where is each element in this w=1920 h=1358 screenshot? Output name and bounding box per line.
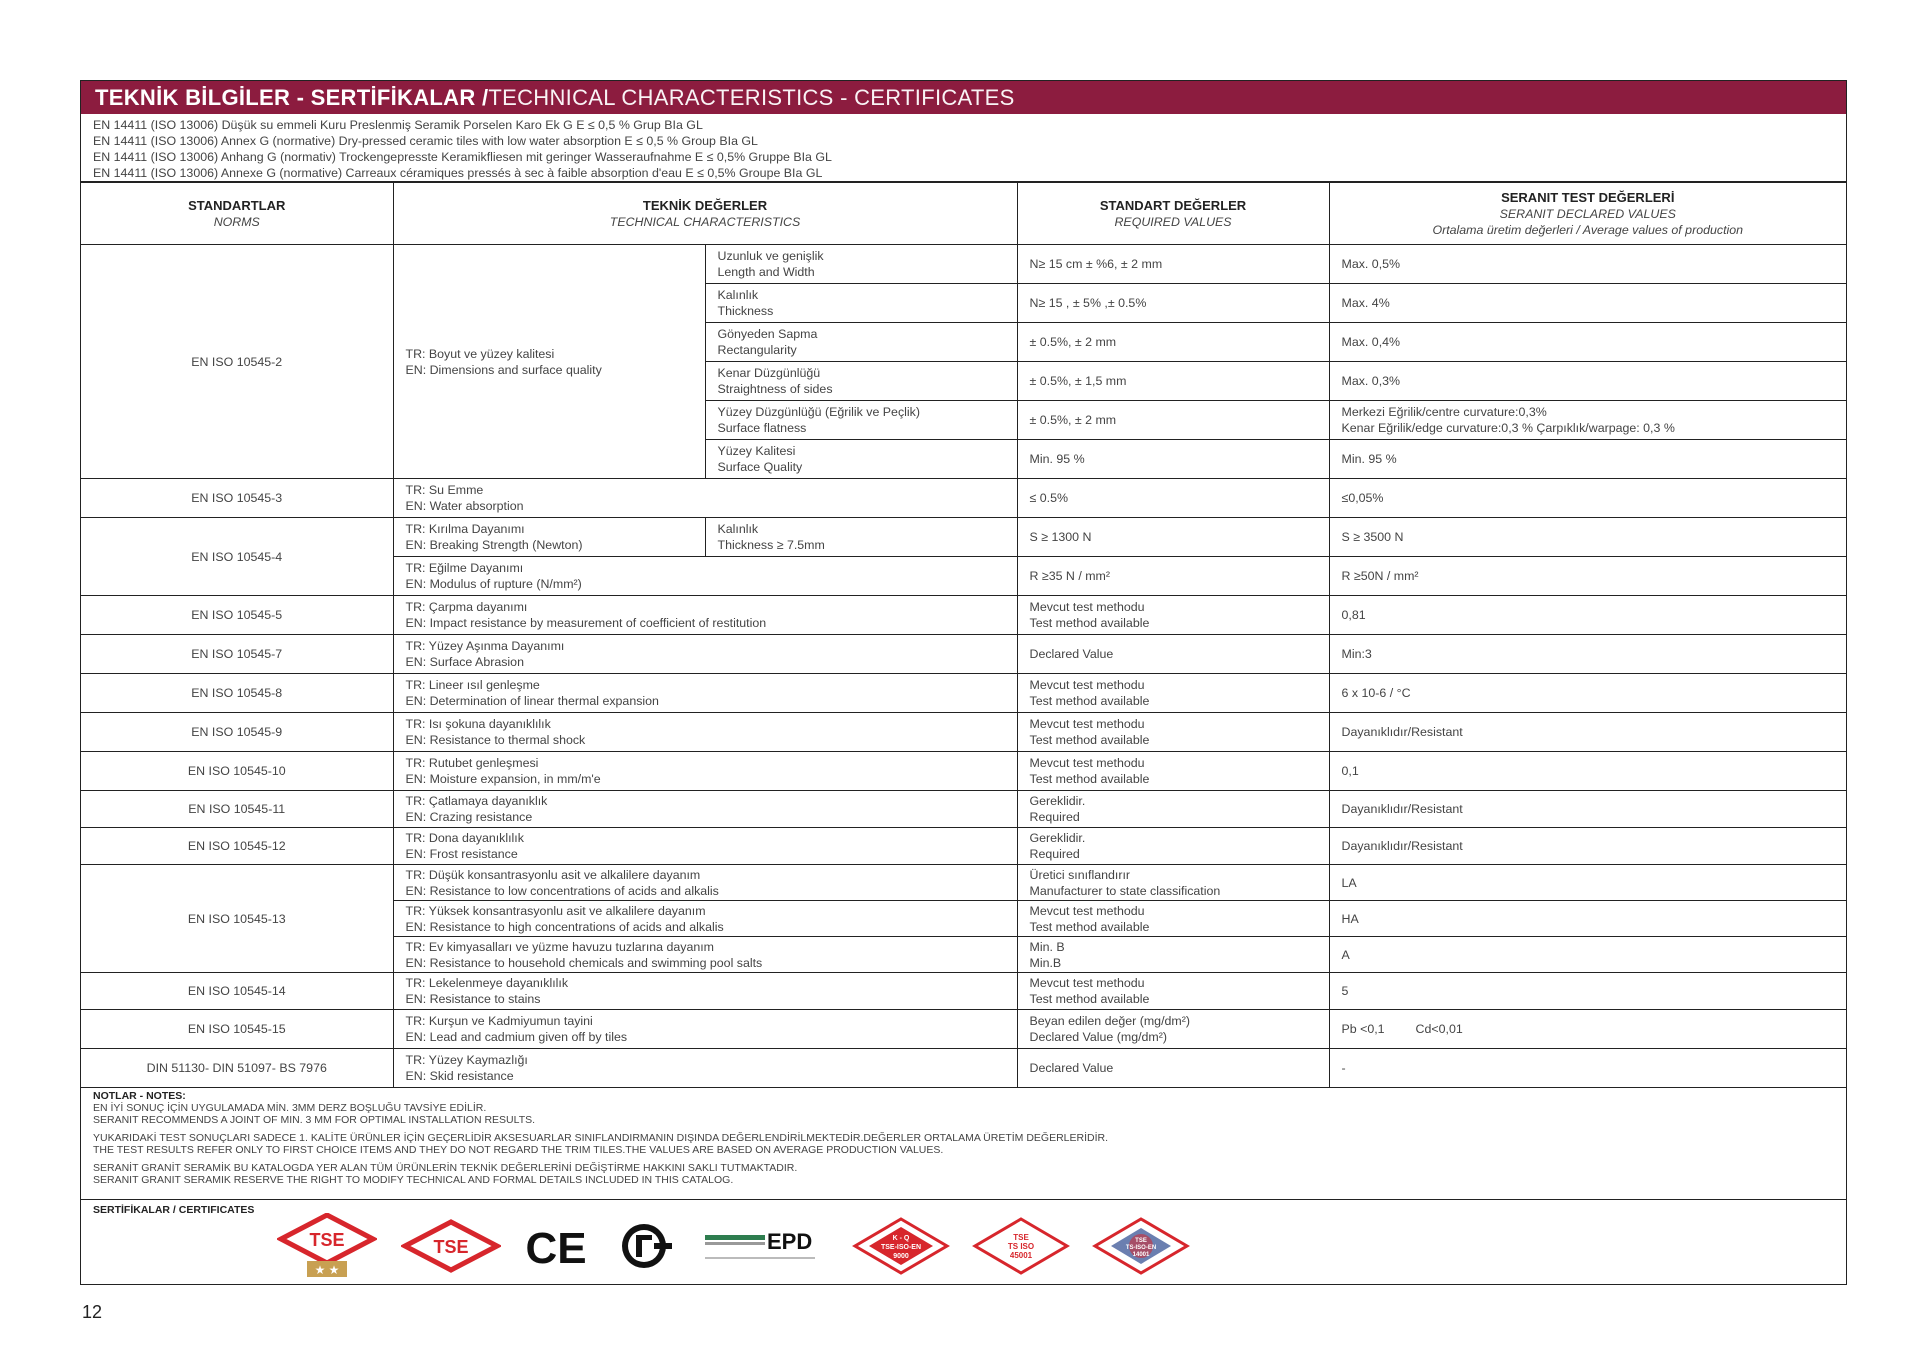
norm-cell: EN ISO 10545-11 xyxy=(81,791,393,828)
ce-mark-icon xyxy=(521,1216,591,1276)
tse-gold-stars-icon xyxy=(277,1216,377,1276)
sub-characteristic: Gönyeden Sapma Rectangularity xyxy=(705,323,1017,362)
note-paragraph: EN İYİ SONUÇ İÇİN UYGULAMADA MİN. 3MM DERZ BOŞLUĞU TAVSİYE EDİLİR. SERANIT RECOMMENDS A JOINT OF MIN. 3 MM FOR OPTIMAL INSTALLATION RESULTS. xyxy=(93,1102,536,1126)
svg-text:K - Q: K - Q xyxy=(892,1235,910,1242)
header-technical: TEKNİK DEĞERLER TECHNICAL CHARACTERISTICS xyxy=(393,183,1017,245)
svg-text:45001: 45001 xyxy=(1009,1251,1033,1260)
declared-value: Dayanıklıdır/Resistant xyxy=(1329,713,1846,752)
intro-line: EN 14411 (ISO 13006) Annexe G (normative) Carreaux céramiques pressés à sec à faible absorption d'eau E ≤ 0,5% Groupe BIa GL xyxy=(93,166,823,180)
declared-value: Min. 95 % xyxy=(1329,440,1846,479)
table-row xyxy=(81,791,1846,828)
characteristic-cell: TR: Su Emme EN: Water absorption xyxy=(393,479,1017,518)
required-value: Mevcut test methodu Test method available xyxy=(1017,674,1329,713)
norm-cell: EN ISO 10545-3 xyxy=(81,479,393,518)
svg-text:14001: 14001 xyxy=(1132,1252,1150,1258)
norm-cell: EN ISO 10545-7 xyxy=(81,635,393,674)
standard-intro xyxy=(81,114,1846,182)
pct-mark-icon xyxy=(611,1216,681,1276)
declared-value: 0,81 xyxy=(1329,596,1846,635)
characteristic-cell: TR: Lekelenmeye dayanıklılık EN: Resistance to stains xyxy=(393,973,1017,1010)
characteristic-cell: TR: Kurşun ve Kadmiyumun tayini EN: Lead and cadmium given off by tiles xyxy=(393,1010,1017,1049)
norm-cell: EN ISO 10545-15 xyxy=(81,1010,393,1049)
characteristic-cell: TR: Düşük konsantrasyonlu asit ve alkalilere dayanım EN: Resistance to low concentrations of acids and alkalis xyxy=(393,865,1017,901)
required-value: N≥ 15 cm ± %6, ± 2 mm xyxy=(1017,245,1329,284)
technical-sheet xyxy=(80,80,1847,1285)
table-row xyxy=(81,1010,1846,1049)
norm-cell: EN ISO 10545-10 xyxy=(81,752,393,791)
title-bar xyxy=(81,81,1846,114)
required-value: Gereklidir. Required xyxy=(1017,791,1329,828)
note-paragraph: YUKARIDAKİ TEST SONUÇLARI SADECE 1. KALİTE ÜRÜNLER İÇİN GEÇERLİDİR AKSESUARLAR SINIFLANDIRMANIN DIŞINDA DEĞERLENDİRİLMEKTEDİR.DEĞERLER ORTALAMA ÜRETİM DEĞERLERİDİR. THE TEST RESULTS REFER ONLY TO FIRST CHOICE ITEMS AND THEY DO NOT REGARD THE TRIM TILES.THE VALUES ARE BASED ON AVERAGE PRODUCTION VALUES. xyxy=(93,1132,1109,1156)
characteristic-cell: TR: Eğilme Dayanımı EN: Modulus of rupture (N/mm²) xyxy=(393,557,1017,596)
title-en: TECHNICAL CHARACTERISTICS - CERTIFICATES xyxy=(488,84,1015,110)
required-value: ± 0.5%, ± 1,5 mm xyxy=(1017,362,1329,401)
declared-value: LA xyxy=(1329,865,1846,901)
header-required: STANDART DEĞERLER REQUIRED VALUES xyxy=(1017,183,1329,245)
intro-line: EN 14411 (ISO 13006) Anhang G (normativ) Trockengepresste Keramikfliesen mit geringer Wasseraufnahme E ≤ 0,5% Gruppe BIa GL xyxy=(93,150,832,164)
table-row xyxy=(81,973,1846,1010)
required-value: Mevcut test methodu Test method available xyxy=(1017,901,1329,937)
svg-text:TSE: TSE xyxy=(433,1237,469,1257)
sub-characteristic: Kenar Düzgünlüğü Straightness of sides xyxy=(705,362,1017,401)
declared-value: Max. 0,4% xyxy=(1329,323,1846,362)
required-value: Mevcut test methodu Test method available xyxy=(1017,752,1329,791)
notes-section xyxy=(81,1088,1846,1200)
tse-iso-14001-icon xyxy=(1091,1216,1191,1276)
header-norms: STANDARTLAR NORMS xyxy=(81,183,393,245)
characteristic-cell: TR: Rutubet genleşmesi EN: Moisture expansion, in mm/m'e xyxy=(393,752,1017,791)
svg-text:TSE: TSE xyxy=(309,1230,345,1250)
svg-text:9000: 9000 xyxy=(893,1253,909,1260)
declared-value: 0,1 xyxy=(1329,752,1846,791)
header-declared: SERANIT TEST DEĞERLERİ SERANIT DECLARED VALUES Ortalama üretim değerleri / Average values of production xyxy=(1329,183,1846,245)
required-value: Üretici sınıflandırır Manufacturer to state classification xyxy=(1017,865,1329,901)
required-value: R ≥35 N / mm² xyxy=(1017,557,1329,596)
svg-text:TS ISO: TS ISO xyxy=(1007,1242,1035,1251)
declared-value: 5 xyxy=(1329,973,1846,1010)
declared-value: Merkezi Eğrilik/centre curvature:0,3% Kenar Eğrilik/edge curvature:0,3 % Çarpıklık/warpage: 0,3 % xyxy=(1329,401,1846,440)
sub-characteristic: Kalınlık Thickness xyxy=(705,284,1017,323)
intro-line: EN 14411 (ISO 13006) Düşük su emmeli Kuru Preslenmiş Seramik Porselen Karo Ek G E ≤ 0,5 % Grup BIa GL xyxy=(93,118,703,132)
declared-value: Pb <0,1 Cd<0,01 xyxy=(1329,1010,1846,1049)
table-row xyxy=(81,674,1846,713)
table-row xyxy=(81,245,1846,284)
norm-cell: EN ISO 10545-12 xyxy=(81,828,393,865)
declared-value: 6 x 10-6 / °C xyxy=(1329,674,1846,713)
characteristic-cell: TR: Ev kimyasalları ve yüzme havuzu tuzlarına dayanım EN: Resistance to household chemicals and swimming pool salts xyxy=(393,937,1017,973)
declared-value: R ≥50N / mm² xyxy=(1329,557,1846,596)
norm-cell: EN ISO 10545-8 xyxy=(81,674,393,713)
declared-value: Max. 4% xyxy=(1329,284,1846,323)
notes-heading: NOTLAR - NOTES: xyxy=(93,1090,186,1102)
required-value: Declared Value xyxy=(1017,635,1329,674)
required-value: Min. 95 % xyxy=(1017,440,1329,479)
tse-ts-iso-45001-icon xyxy=(971,1216,1071,1276)
sub-characteristic: Yüzey Kalitesi Surface Quality xyxy=(705,440,1017,479)
characteristic-cell: TR: Çatlamaya dayanıklık EN: Crazing resistance xyxy=(393,791,1017,828)
norm-cell: EN ISO 10545-9 xyxy=(81,713,393,752)
declared-value: Min:3 xyxy=(1329,635,1846,674)
svg-text:★ ★: ★ ★ xyxy=(314,1263,340,1277)
table-row xyxy=(81,518,1846,557)
kq-tse-iso-9000-icon xyxy=(851,1216,951,1276)
table-row xyxy=(81,635,1846,674)
declared-value: HA xyxy=(1329,901,1846,937)
characteristic-cell: TR: Dona dayanıklılık EN: Frost resistance xyxy=(393,828,1017,865)
declared-value: Dayanıklıdır/Resistant xyxy=(1329,828,1846,865)
svg-text:TSE-ISO-EN: TSE-ISO-EN xyxy=(880,1244,922,1251)
declared-value: - xyxy=(1329,1049,1846,1088)
required-value: Beyan edilen değer (mg/dm²) Declared Value (mg/dm²) xyxy=(1017,1010,1329,1049)
intro-line: EN 14411 (ISO 13006) Annex G (normative) Dry-pressed ceramic tiles with low water absorption E ≤ 0,5 % Group BIa GL xyxy=(93,134,758,148)
svg-text:TSE: TSE xyxy=(1013,1233,1029,1242)
required-value: Declared Value xyxy=(1017,1049,1329,1088)
svg-text:TSE: TSE xyxy=(1135,1238,1147,1244)
table-row xyxy=(81,1049,1846,1088)
required-value: Mevcut test methodu Test method available xyxy=(1017,973,1329,1010)
table-row xyxy=(81,828,1846,865)
title-tr: TEKNİK BİLGİLER - SERTİFİKALAR / xyxy=(95,84,489,110)
norm-cell: EN ISO 10545-4 xyxy=(81,518,393,596)
svg-text:CE: CE xyxy=(525,1224,587,1271)
table-row xyxy=(81,865,1846,901)
table-header-row xyxy=(81,183,1846,245)
declared-value: S ≥ 3500 N xyxy=(1329,518,1846,557)
required-value: Min. B Min.B xyxy=(1017,937,1329,973)
required-value: Mevcut test methodu Test method available xyxy=(1017,713,1329,752)
norm-cell: EN ISO 10545-5 xyxy=(81,596,393,635)
characteristic-cell: TR: Çarpma dayanımı EN: Impact resistance by measurement of coefficient of restitution xyxy=(393,596,1017,635)
required-value: ± 0.5%, ± 2 mm xyxy=(1017,401,1329,440)
sub-characteristic: Kalınlık Thickness ≥ 7.5mm xyxy=(705,518,1017,557)
required-value: Gereklidir. Required xyxy=(1017,828,1329,865)
characteristic-cell: TR: Boyut ve yüzey kalitesi EN: Dimensions and surface quality xyxy=(393,245,705,479)
declared-value: Max. 0,3% xyxy=(1329,362,1846,401)
sub-characteristic: Uzunluk ve genişlik Length and Width xyxy=(705,245,1017,284)
declared-value: ≤0,05% xyxy=(1329,479,1846,518)
table-row xyxy=(81,479,1846,518)
characteristic-cell: TR: Lineer ısıl genleşme EN: Determination of linear thermal expansion xyxy=(393,674,1017,713)
tse-icon xyxy=(401,1216,501,1276)
characteristic-cell: TR: Yüksek konsantrasyonlu asit ve alkalilere dayanım EN: Resistance to high concentrations of acids and alkalis xyxy=(393,901,1017,937)
table-row xyxy=(81,596,1846,635)
characteristic-cell: TR: Kırılma Dayanımı EN: Breaking Strength (Newton) xyxy=(393,518,705,557)
characteristic-cell: TR: Yüzey Aşınma Dayanımı EN: Surface Abrasion xyxy=(393,635,1017,674)
declared-value: Max. 0,5% xyxy=(1329,245,1846,284)
required-value: N≥ 15 , ± 5% ,± 0.5% xyxy=(1017,284,1329,323)
norm-cell: EN ISO 10545-2 xyxy=(81,245,393,479)
svg-text:TS-ISO-EN: TS-ISO-EN xyxy=(1125,1245,1157,1251)
required-value: ≤ 0.5% xyxy=(1017,479,1329,518)
characteristic-cell: TR: Isı şokuna dayanıklılık EN: Resistance to thermal shock xyxy=(393,713,1017,752)
table-row xyxy=(81,713,1846,752)
declared-value: A xyxy=(1329,937,1846,973)
svg-text:EPD: EPD xyxy=(767,1229,813,1254)
certificates-heading: SERTİFİKALAR / CERTIFICATES xyxy=(93,1204,255,1216)
characteristic-cell: TR: Yüzey Kaymazlığı EN: Skid resistance xyxy=(393,1049,1017,1088)
required-value: ± 0.5%, ± 2 mm xyxy=(1017,323,1329,362)
norm-cell: EN ISO 10545-14 xyxy=(81,973,393,1010)
required-value: Mevcut test methodu Test method available xyxy=(1017,596,1329,635)
spec-table xyxy=(81,182,1846,1088)
sub-characteristic: Yüzey Düzgünlüğü (Eğrilik ve Peçlik) Surface flatness xyxy=(705,401,1017,440)
norm-cell: DIN 51130- DIN 51097- BS 7976 xyxy=(81,1049,393,1088)
declared-value: Dayanıklıdır/Resistant xyxy=(1329,791,1846,828)
certificates-section xyxy=(81,1200,1846,1282)
table-row xyxy=(81,752,1846,791)
required-value: S ≥ 1300 N xyxy=(1017,518,1329,557)
page-number: 12 xyxy=(82,1302,103,1322)
norm-cell: EN ISO 10545-13 xyxy=(81,865,393,973)
epd-logo-icon xyxy=(701,1216,831,1276)
note-paragraph: SERANİT GRANİT SERAMİK BU KATALOGDA YER ALAN TÜM ÜRÜNLERİN TEKNİK DEĞERLERİNİ DEĞİŞTİRME HAKKINI SAKLI TUTMAKTADIR. SERANIT GRANIT SERAMIK RESERVE THE RIGHT TO MODIFY TECHNICAL AND FORMAL DETAILS INCLUDED IN THIS CATALOG. xyxy=(93,1162,798,1186)
